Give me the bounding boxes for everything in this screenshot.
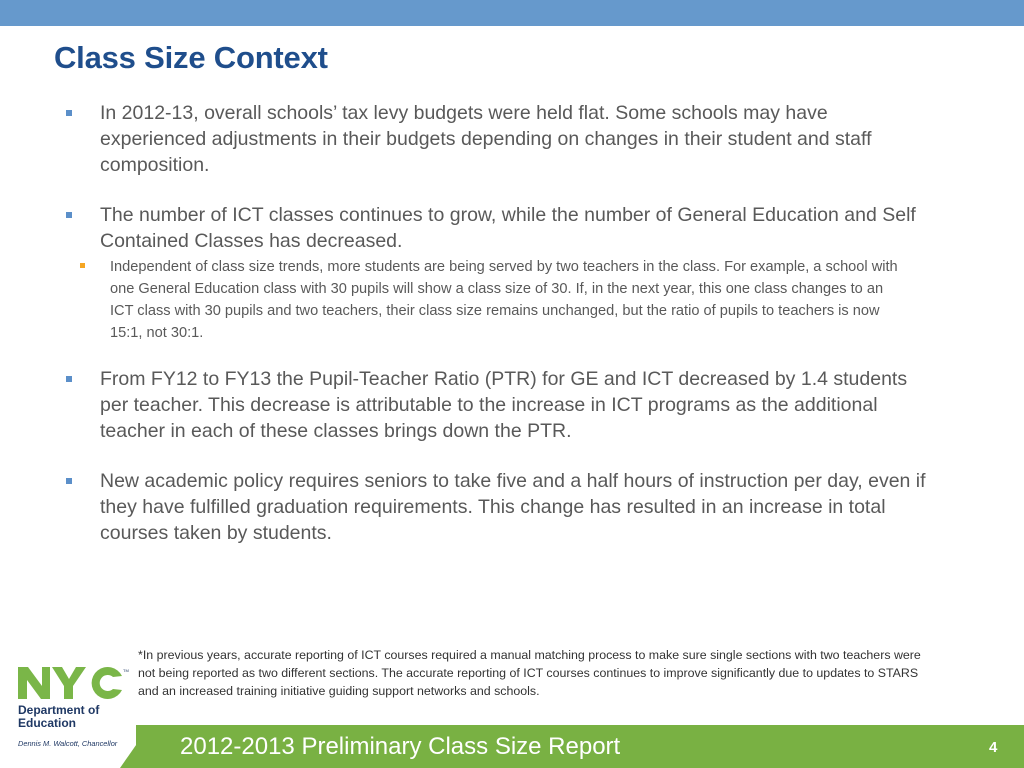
bullet-text: From FY12 to FY13 the Pupil-Teacher Ratio (PTR) for GE and ICT decreased by 1.4 students per teacher. This decrease is attributable to the increase in ICT programs as the additional teacher in each of these classes brings down the PTR. bbox=[100, 368, 908, 442]
bullet-text: The number of ICT classes continues to grow, while the number of General Education and Self Contained Classes has decreased. bbox=[100, 204, 916, 252]
bullet-text: In 2012-13, overall schools’ tax levy budgets were held flat. Some schools may have experienced adjustments in their budgets depending on changes in their student and staff composition. bbox=[100, 102, 872, 176]
svg-text:TM: TM bbox=[123, 668, 129, 673]
logo-department-line: Education bbox=[18, 716, 77, 730]
footer-title: 2012-2013 Preliminary Class Size Report bbox=[180, 733, 621, 760]
logo-department-line: Department of bbox=[18, 703, 100, 717]
logo-chancellor-text: Dennis M. Walcott, Chancellor bbox=[18, 739, 118, 748]
nyc-doe-logo bbox=[16, 664, 134, 754]
bullet-item-3 bbox=[66, 366, 926, 444]
sub-bullet-marker bbox=[80, 263, 85, 268]
sub-bullet-item bbox=[66, 256, 900, 344]
bullet-list bbox=[66, 100, 926, 546]
bullet-marker bbox=[66, 478, 72, 484]
logo-department-text bbox=[18, 704, 99, 730]
bullet-item-4 bbox=[66, 468, 926, 546]
bullet-marker bbox=[66, 376, 72, 382]
bullet-marker bbox=[66, 110, 72, 116]
bullet-text: New academic policy requires seniors to take five and a half hours of instruction per day, even if they have fulfilled graduation requirements. This change has resulted in an increase in total courses taken by students. bbox=[100, 470, 926, 544]
bullet-marker bbox=[66, 212, 72, 218]
bullet-item-2 bbox=[66, 202, 926, 254]
bullet-item-1 bbox=[66, 100, 926, 178]
footnote: *In previous years, accurate reporting of ICT courses required a manual matching process to make sure single sections with two teachers were not being reported as two different sections. The accurate reporting of ICT courses continues to improve significantly due to updates to STARS and an increased training initiative guiding support networks and schools. bbox=[138, 648, 921, 698]
nyc-logo-mark bbox=[16, 664, 132, 702]
page-number: 4 bbox=[989, 739, 998, 756]
top-accent-bar bbox=[0, 0, 1024, 26]
slide-title: Class Size Context bbox=[54, 40, 328, 75]
sub-bullet-text: Independent of class size trends, more students are being served by two teachers in the class. For example, a school with one General Education class with 30 pupils will show a class size of 30. If, in the next year, this one class changes to an ICT class with 30 pupils and two teachers, their class size remains unchanged, but the ratio of pupils to teachers is now 15:1, not 30:1. bbox=[110, 259, 898, 341]
